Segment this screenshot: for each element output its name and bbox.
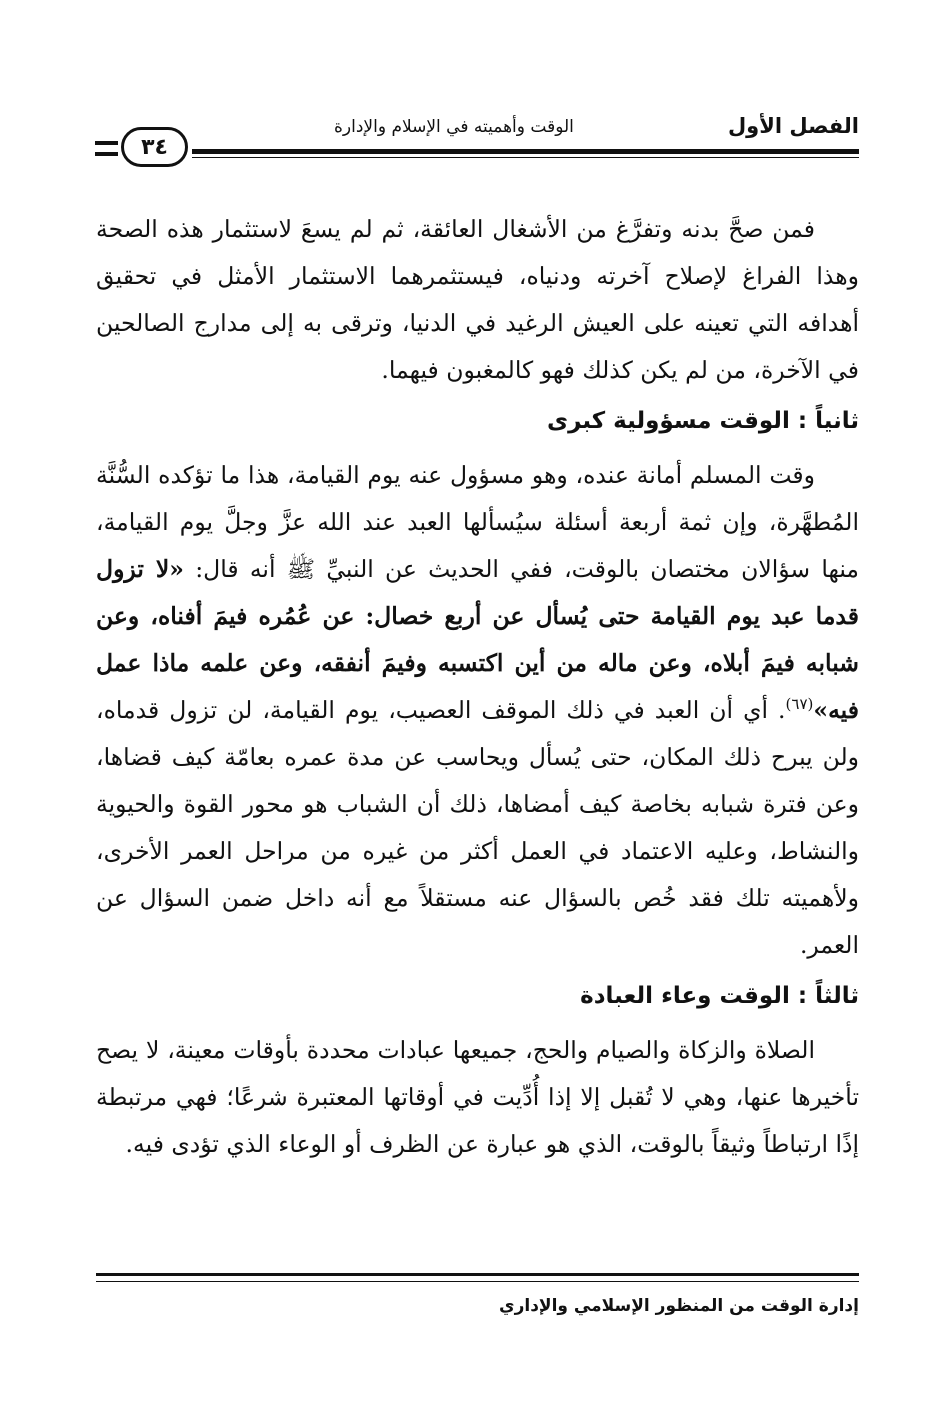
section-heading-number: ثالثاً : — [797, 983, 859, 1009]
footnote-reference[interactable]: (٦٧) — [785, 695, 814, 714]
footer-book-name: إدارة الوقت من المنظور الإسلامي والإداري — [499, 1296, 859, 1316]
paragraph-2-intro: وقت المسلم أمانة عنده، وهو مسؤول عنه يوم القيامة، هذا ما تؤكده السُّنَّة المُطهَّرة، وإن ثمة أربعة أسئلة سيُسألها العبد عند الله عزَّ وجلَّ يوم القيامة، منها سؤالان مختصان بالوقت، ففي الحديث عن النبيِّ ﷺ أنه قال: — [96, 461, 860, 583]
section-heading-2 — [96, 403, 859, 439]
running-header — [96, 112, 859, 140]
hadith-quote: «لا تزول قدما عبد يوم القيامة حتى يُسأل عن أربع خصال: عن عُمُره فيمَ أفناه، وعن شبابه فيمَ أبلاه، وعن ماله من أين اكتسبه وفيمَ أنفقه، وعن علمه ماذا عمل فيه» — [96, 555, 859, 724]
page-number-dash — [95, 141, 118, 145]
section-heading-text: الوقت مسؤولية كبرى — [546, 408, 790, 434]
paragraph-1: فمن صحَّ بدنه وتفرَّغ من الأشغال العائقة، ثم لم يسعَ لاستثمار هذه الصحة وهذا الفراغ لإصلاح آخرته ودنياه، فيستثمرهما الاستثمار الأمثل في تحقيق أهدافه التي تعينه على العيش الرغيد في الدنيا، وترقى به إلى مدارج الصالحين في الآخرة، من لم يكن كذلك فهو كالمغبون فيهما. — [96, 215, 859, 384]
section-heading-3 — [96, 978, 859, 1014]
header-rule-thin — [192, 157, 859, 158]
section-heading-number: ثانياً : — [797, 408, 859, 434]
page-number-badge — [121, 127, 188, 167]
paragraph-2 — [96, 452, 859, 969]
header-rule-thick — [192, 149, 859, 154]
section-heading-text: الوقت وعاء العبادة — [580, 983, 790, 1009]
paragraph-3: الصلاة والزكاة والصيام والحج، جميعها عبادات محددة بأوقات معينة، لا يصح تأخيرها عنها، وهي لا تُقبل إلا إذا أُدِّيت في أوقاتها المعتبرة شرعًا؛ فهي مرتبطة إذًا ارتباطاً وثيقاً بالوقت، الذي هو عبارة عن الظرف أو الوعاء الذي تؤدى فيه. — [96, 1036, 859, 1158]
footer-rule-thick — [96, 1273, 859, 1276]
page-number-dash — [95, 152, 118, 156]
page-number: ٣٤ — [141, 134, 168, 160]
book-title: الوقت وأهميته في الإسلام والإدارة — [334, 117, 574, 137]
page-content — [96, 206, 859, 1168]
footer-rule-thin — [96, 1281, 859, 1282]
paragraph-2-rest: . أي أن العبد في ذلك الموقف العصيب، يوم القيامة، لن تزول قدماه، ولن يبرح ذلك المكان، حتى يُسأل ويحاسب عن مدة عمره بعامّة كيف قضاها، وعن فترة شبابه بخاصة كيف أمضاها، ذلك أن الشباب هو محور القوة والحيوية والنشاط، وعليه الاعتماد في العمل أكثر من غيره من مراحل العمر الأخرى، ولأهميته تلك فقد خُص بالسؤال عنه مستقلاً مع أنه داخل ضمن السؤال عن العمر. — [96, 696, 859, 959]
chapter-title: الفصل الأول — [727, 114, 859, 138]
